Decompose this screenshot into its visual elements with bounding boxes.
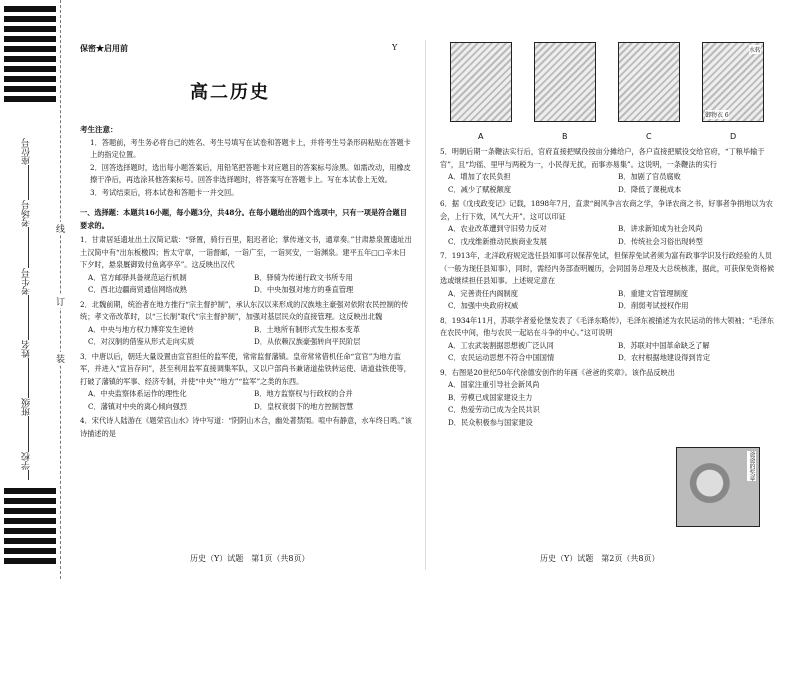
option-b: B．土地所有制形式发生根本变革 xyxy=(254,324,360,334)
cut-line xyxy=(60,0,61,579)
page-divider xyxy=(425,40,427,570)
question-4 xyxy=(80,415,412,440)
cut-mark-install: 装 xyxy=(56,352,65,365)
question-stem: 7．1913年，北洋政府规定选任县知事可以保荐免试，但保荐免试者须为富有政事学识及行政经验的人员（一般为现任县知事），同时，需经内务部查明履历，会同国务总理及大总统核准，据此，可获保免资格候选或继续担任县知事。上述规定意在 xyxy=(440,251,775,285)
image-options xyxy=(450,42,770,141)
barcode-bottom xyxy=(4,488,56,568)
option-c: C．加强中央政府权威 xyxy=(448,301,519,310)
option-d: D．从依赖汉族豪强转向平民阶层 xyxy=(254,337,361,346)
question-8 xyxy=(440,315,780,365)
option-a: A．官方邮驿具备规范运行机制 xyxy=(88,272,187,282)
image-a xyxy=(450,42,512,122)
image-d-caption: 水转 xyxy=(748,47,761,54)
notice-item-2: 2．回答选择题时，选出每小题答案后，用铅笔把答题卡对应题目的答案标号涂黑。如需改动，用橡皮擦干净后，再选涂其他答案标号。回答非选择题时，将答案写在答题卡上。写在本试卷上无效。 xyxy=(90,162,411,184)
question-stem: 2．北魏前期，统治者在地方推行“宗主督护制”，承认东汉以来形成的汉族地主豪强对依附农民控制的传统；孝文帝改革时，以“三长制”取代“宗主督护制”，加强对基层民众的直接管理。这反映出北魏 xyxy=(80,299,409,321)
image-label-a: A xyxy=(478,132,484,141)
question-9 xyxy=(440,367,675,430)
option-b: B．地方监察权与行政权的合并 xyxy=(254,389,353,398)
option-b: B．重建文官管理制度 xyxy=(618,288,688,298)
question-stem: 8．1934年11月，苏联学者爱伦堡发表了《毛泽东略传》，毛泽东被描述为农民运动的伟大领袖；“毛泽东在农民中间，他与农民一起站在斗争的中心。”这可说明 xyxy=(440,315,774,337)
cut-mark-line: 线 xyxy=(56,222,65,235)
barcode-top xyxy=(4,6,56,106)
seat-number-label: 座位号 xyxy=(22,138,32,165)
question-stem: 6．据《戊戌政变记》记载，1898年7月，直隶“闽风争言农商之学，争译农商之书，好事者争捐地以为农会，上行下效，风气大开”。这可以印证 xyxy=(440,199,773,221)
footer-page-1: 历史（Y）试题 第1页（共8页） xyxy=(190,554,310,563)
page-right xyxy=(440,144,780,674)
name-label: 姓名 xyxy=(22,340,32,358)
image-label-d: D xyxy=(730,132,737,141)
image-d-subcaption: 御物衣 6 xyxy=(705,112,729,119)
option-d: D．降低了课税成本 xyxy=(618,184,682,194)
image-b xyxy=(534,42,596,122)
class-label: 班级 xyxy=(22,398,32,416)
option-a: A．完善责任内阁制度 xyxy=(448,288,518,298)
option-a: A．工农武装割据思想被广泛认同 xyxy=(448,340,554,350)
option-a: A．中央与地方权力博弈发生逆转 xyxy=(88,324,194,334)
question-stem: 9．右图是20世纪50年代徐德安创作的年画《爸爸的奖章》。该作品反映出 xyxy=(440,367,675,377)
poster-caption: 爸爸的奖章 xyxy=(748,451,755,481)
section-heading: 一、选择题：本题共16小题，每小题3分，共48分。在每小题给出的四个选项中，只有一项是符合题目要求的。 xyxy=(80,208,407,230)
page-left xyxy=(80,124,412,654)
exam-room-label: 考场号 xyxy=(22,200,32,227)
option-c: C．减少了赋税额度 xyxy=(448,184,512,194)
question-stem: 3．中唐以后，朝廷大量设置由宣官担任的监军使，常常监督藩镇。皇帝常常借机任命“宣官”为地方监军，并进入“宣旨存问”，甚至利用监军直接调集军队，又以户部尚书兼诸道盐铁转运使、诸道盐铁使等，打破了藩镇的军事、经济专制，并使“中央”“地方”“监军”之类的东西。 xyxy=(80,351,411,386)
option-b: B．苏联对中国革命缺乏了解 xyxy=(618,340,710,350)
school-label: 学校 xyxy=(22,452,32,470)
option-c: C．热爱劳动已成为全民共识 xyxy=(448,405,540,414)
option-d: D．削弱考试授权作用 xyxy=(618,301,689,310)
option-b: B．驿骑为传递行政文书所专用 xyxy=(254,272,353,282)
edition-label: Y xyxy=(392,43,398,52)
option-d: D．传统社会习俗出现转型 xyxy=(618,236,703,246)
option-a: A．增加了农民负担 xyxy=(448,172,511,181)
option-d: D．农村根据地建设得到肯定 xyxy=(618,353,711,362)
option-d: D．中央加强对地方的垂直管理 xyxy=(254,285,354,294)
question-6 xyxy=(440,198,780,248)
option-c: C．对汉制的借鉴从形式走向实质 xyxy=(88,337,195,346)
option-a: A．农业改革遭到守旧势力反对 xyxy=(448,224,547,233)
option-d: D．民众积极参与国家建设 xyxy=(448,417,533,427)
option-b: B．劳模已成国家建设主力 xyxy=(448,392,533,402)
option-c: C．戊戌维新推动民族商业发展 xyxy=(448,236,547,246)
option-b: B．讲求新知成为社会风尚 xyxy=(618,224,703,233)
option-d: D．皇权衰弱下的地方控制智慧 xyxy=(254,401,354,411)
image-label-c: C xyxy=(646,132,652,141)
option-a: A．国家注重引导社会新风尚 xyxy=(448,380,540,389)
question-2 xyxy=(80,299,412,349)
option-c: C．农民运动思想不符合中国国情 xyxy=(448,353,555,362)
footer-page-2: 历史（Y）试题 第2页（共8页） xyxy=(540,554,660,563)
poster-image xyxy=(676,447,760,527)
image-c xyxy=(618,42,680,122)
student-number-label: 考生号 xyxy=(22,268,32,295)
image-d xyxy=(702,42,764,122)
question-7 xyxy=(440,250,780,313)
notice-heading: 考生注意： xyxy=(80,125,118,134)
page-title: 高二历史 xyxy=(190,82,270,103)
question-5 xyxy=(440,146,780,196)
question-3 xyxy=(80,351,412,414)
binding-margin xyxy=(0,0,62,579)
secret-label: 保密★启用前 xyxy=(80,43,128,53)
option-a: A．中央监察体系运作的理性化 xyxy=(88,389,187,398)
cut-mark-bind: 订 xyxy=(56,295,65,308)
notice-item-3: 3．考试结束后，将本试卷和答题卡一并交回。 xyxy=(90,187,239,197)
option-c: C．西北边疆商贸通信网络成熟 xyxy=(88,285,187,294)
question-stem: 1．甘肃居延遗址出土汉简记载：“驿置，骑行百里，阻迟者论；掌传递文书，通章奏。”甘肃悬泉置遗址出土汉简中有“出东板檄四；皆太守章，一诣督邮，一诣广至，一诣冥安，一诣渊泉。建平五年□□辛未日下夕时，悬泉厩御致付鱼离亭卒”。这反映出汉代 xyxy=(80,235,412,269)
option-c: C．藩镇对中央的离心倾向强烈 xyxy=(88,401,187,411)
question-1 xyxy=(80,234,412,297)
image-label-b: B xyxy=(562,132,568,141)
notice-item-1: 1．答题前，考生务必将自己的姓名、考生号填写在试卷和答题卡上，并将考生号条形码粘贴在答题卡上的指定位置。 xyxy=(90,137,411,159)
question-stem: 5．明朝后期一条鞭法实行后，官府直接把赋役按亩分摊给户，各户直接把赋役交给官府，“丁粮毕输于官”，且“均徭、里甲与两税为一，小民得无扰，而事亦易集”。这说明，一条鞭法的实行 xyxy=(440,147,765,169)
question-stem: 4．宋代诗人陆游在《题荣宫山水》诗中写道：“阴阴山木合，幽处著禁闱。喧中有静意，水车终日鸣。”该诗描述的是 xyxy=(80,416,412,438)
option-b: B．加剧了官员腐败 xyxy=(618,172,681,181)
